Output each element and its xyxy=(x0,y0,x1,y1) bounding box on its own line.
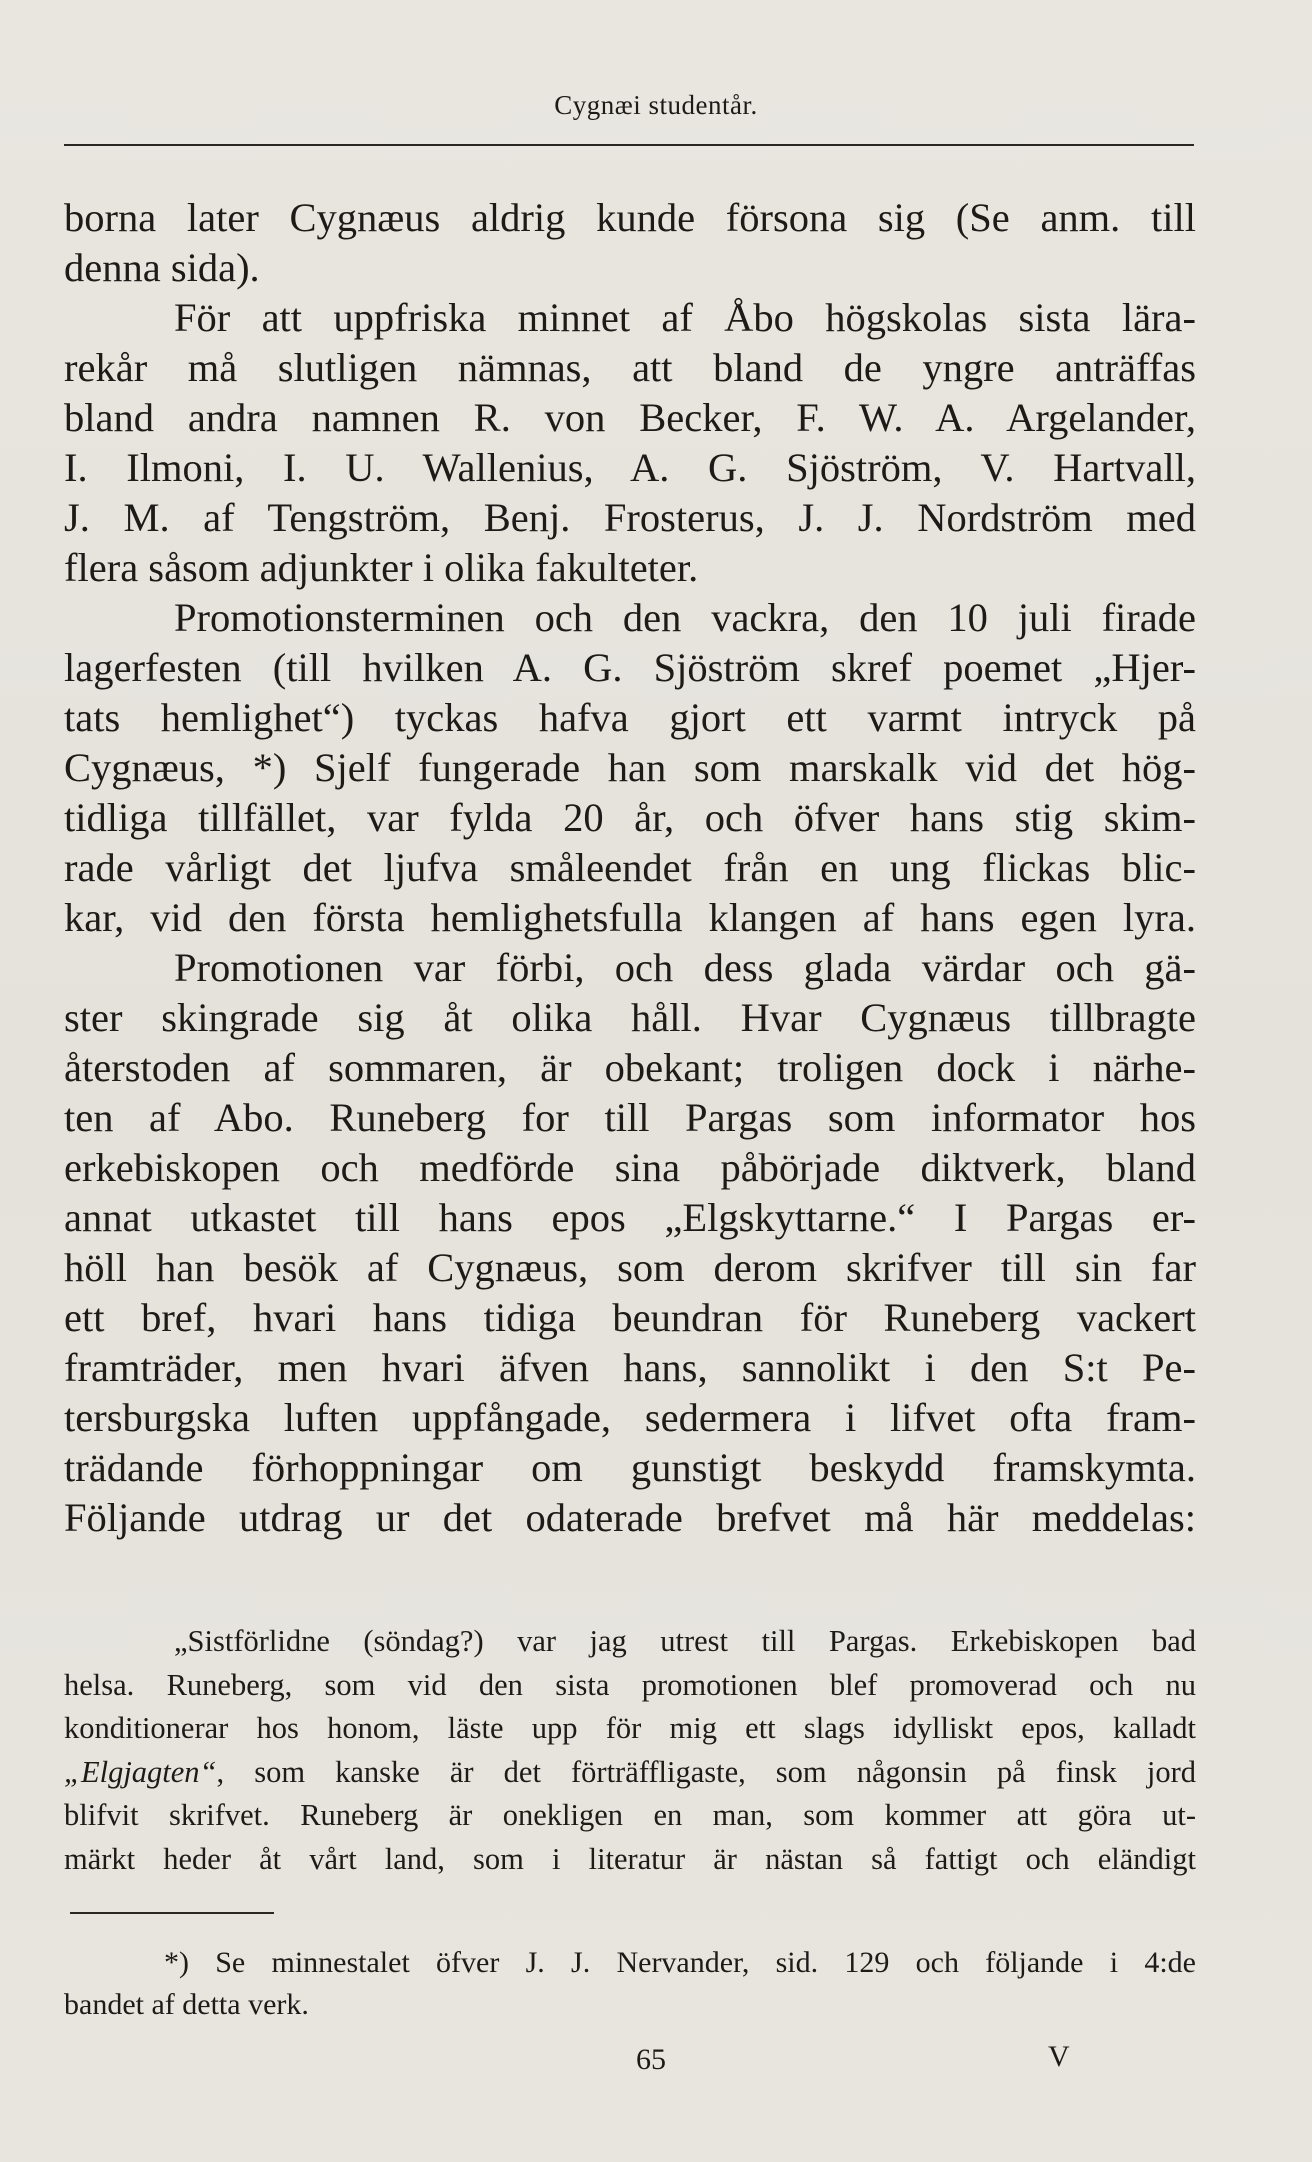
body-line: kar, vid den första hemlighetsfulla klangen af hans egen lyra. xyxy=(64,895,1196,940)
body-line: Följande utdrag ur det odaterade brefvet må här meddelas: xyxy=(64,1495,1196,1540)
body-line: ett bref, hvari hans tidiga beundran för Runeberg vackert xyxy=(64,1295,1196,1340)
footnote xyxy=(64,1942,1196,2026)
body-text xyxy=(64,193,1196,1543)
quote-line: konditionerar hos honom, läste upp för mig ett slags idylliskt epos, kalladt xyxy=(64,1711,1196,1745)
body-line: rade vårligt det ljufva småleendet från en ung flickas blic- xyxy=(64,845,1196,890)
body-line: rekår må slutligen nämnas, att bland de yngre anträffas xyxy=(64,345,1196,390)
footnote-line: bandet af detta verk. xyxy=(64,1988,309,2021)
running-head: Cygnæi studentår. xyxy=(554,90,758,120)
quote-line xyxy=(64,1751,1196,1795)
footnote-rule xyxy=(70,1912,274,1914)
body-line: erkebiskopen och medförde sina påbörjade diktverk, bland xyxy=(64,1145,1196,1190)
body-line: höll han besök af Cygnæus, som derom skrifver till sin far xyxy=(64,1245,1196,1290)
footnote-line: *) Se minnestalet öfver J. J. Nervander, sid. 129 och följande i 4:de xyxy=(164,1946,1196,1979)
body-line: tats hemlighet“) tyckas hafva gjort ett varmt intryck på xyxy=(64,695,1196,740)
quote-italic-title: „Elgjagten“ xyxy=(64,1754,217,1789)
signature-mark: V xyxy=(1048,2040,1070,2073)
body-line: Promotionen var förbi, och dess glada värdar och gä- xyxy=(174,945,1196,990)
body-line: bland andra namnen R. von Becker, F. W. A. Argelander, xyxy=(64,395,1196,440)
page-number: 65 xyxy=(636,2043,666,2076)
body-line: annat utkastet till hans epos „Elgskyttarne.“ I Pargas er- xyxy=(64,1195,1196,1240)
body-line: trädande förhoppningar om gunstigt beskydd framskymta. xyxy=(64,1445,1196,1490)
body-line: framträder, men hvari äfven hans, sannolikt i den S:t Pe- xyxy=(64,1345,1196,1390)
letter-quote xyxy=(64,1620,1196,1881)
body-line: För att uppfriska minnet af Åbo högskolas sista lära- xyxy=(174,295,1196,340)
body-line: denna sida). xyxy=(64,245,260,290)
body-line: Cygnæus, *) Sjelf fungerade han som marskalk vid det hög- xyxy=(64,745,1196,790)
quote-line: blifvit skrifvet. Runeberg är onekligen en man, som kommer att göra ut- xyxy=(64,1798,1196,1832)
body-line: ster skingrade sig åt olika håll. Hvar Cygnæus tillbragte xyxy=(64,995,1196,1040)
quote-line: helsa. Runeberg, som vid den sista promotionen blef promoverad och nu xyxy=(64,1667,1196,1702)
quote-line-rest: , som kanske är det förträffligaste, som någonsin på finsk jord xyxy=(216,1754,1196,1789)
body-line: ten af Abo. Runeberg for till Pargas som informator hos xyxy=(64,1095,1196,1140)
quote-line: „Sistförlidne (söndag?) var jag utrest till Pargas. Erkebiskopen bad xyxy=(174,1624,1196,1658)
body-line: Promotionsterminen och den vackra, den 10 juli firade xyxy=(174,595,1196,640)
body-line: tersburgska luften uppfångade, sedermera i lifvet ofta fram- xyxy=(64,1395,1196,1440)
body-line: lagerfesten (till hvilken A. G. Sjöström skref poemet „Hjer- xyxy=(64,645,1196,690)
quote-line: märkt heder åt vårt land, som i literatur är nästan så fattigt och eländigt xyxy=(64,1841,1196,1876)
body-line: borna later Cygnæus aldrig kunde försona sig (Se anm. till xyxy=(64,195,1196,240)
body-line: I. Ilmoni, I. U. Wallenius, A. G. Sjöström, V. Hartvall, xyxy=(64,445,1196,490)
body-line: flera såsom adjunkter i olika fakulteter. xyxy=(64,545,699,590)
body-line: tidliga tillfället, var fylda 20 år, och öfver hans stig skim- xyxy=(64,795,1196,840)
body-line: återstoden af sommaren, är obekant; troligen dock i närhe- xyxy=(64,1045,1196,1090)
header-rule xyxy=(64,144,1194,146)
body-line: J. M. af Tengström, Benj. Frosterus, J. J. Nordström med xyxy=(64,495,1196,540)
